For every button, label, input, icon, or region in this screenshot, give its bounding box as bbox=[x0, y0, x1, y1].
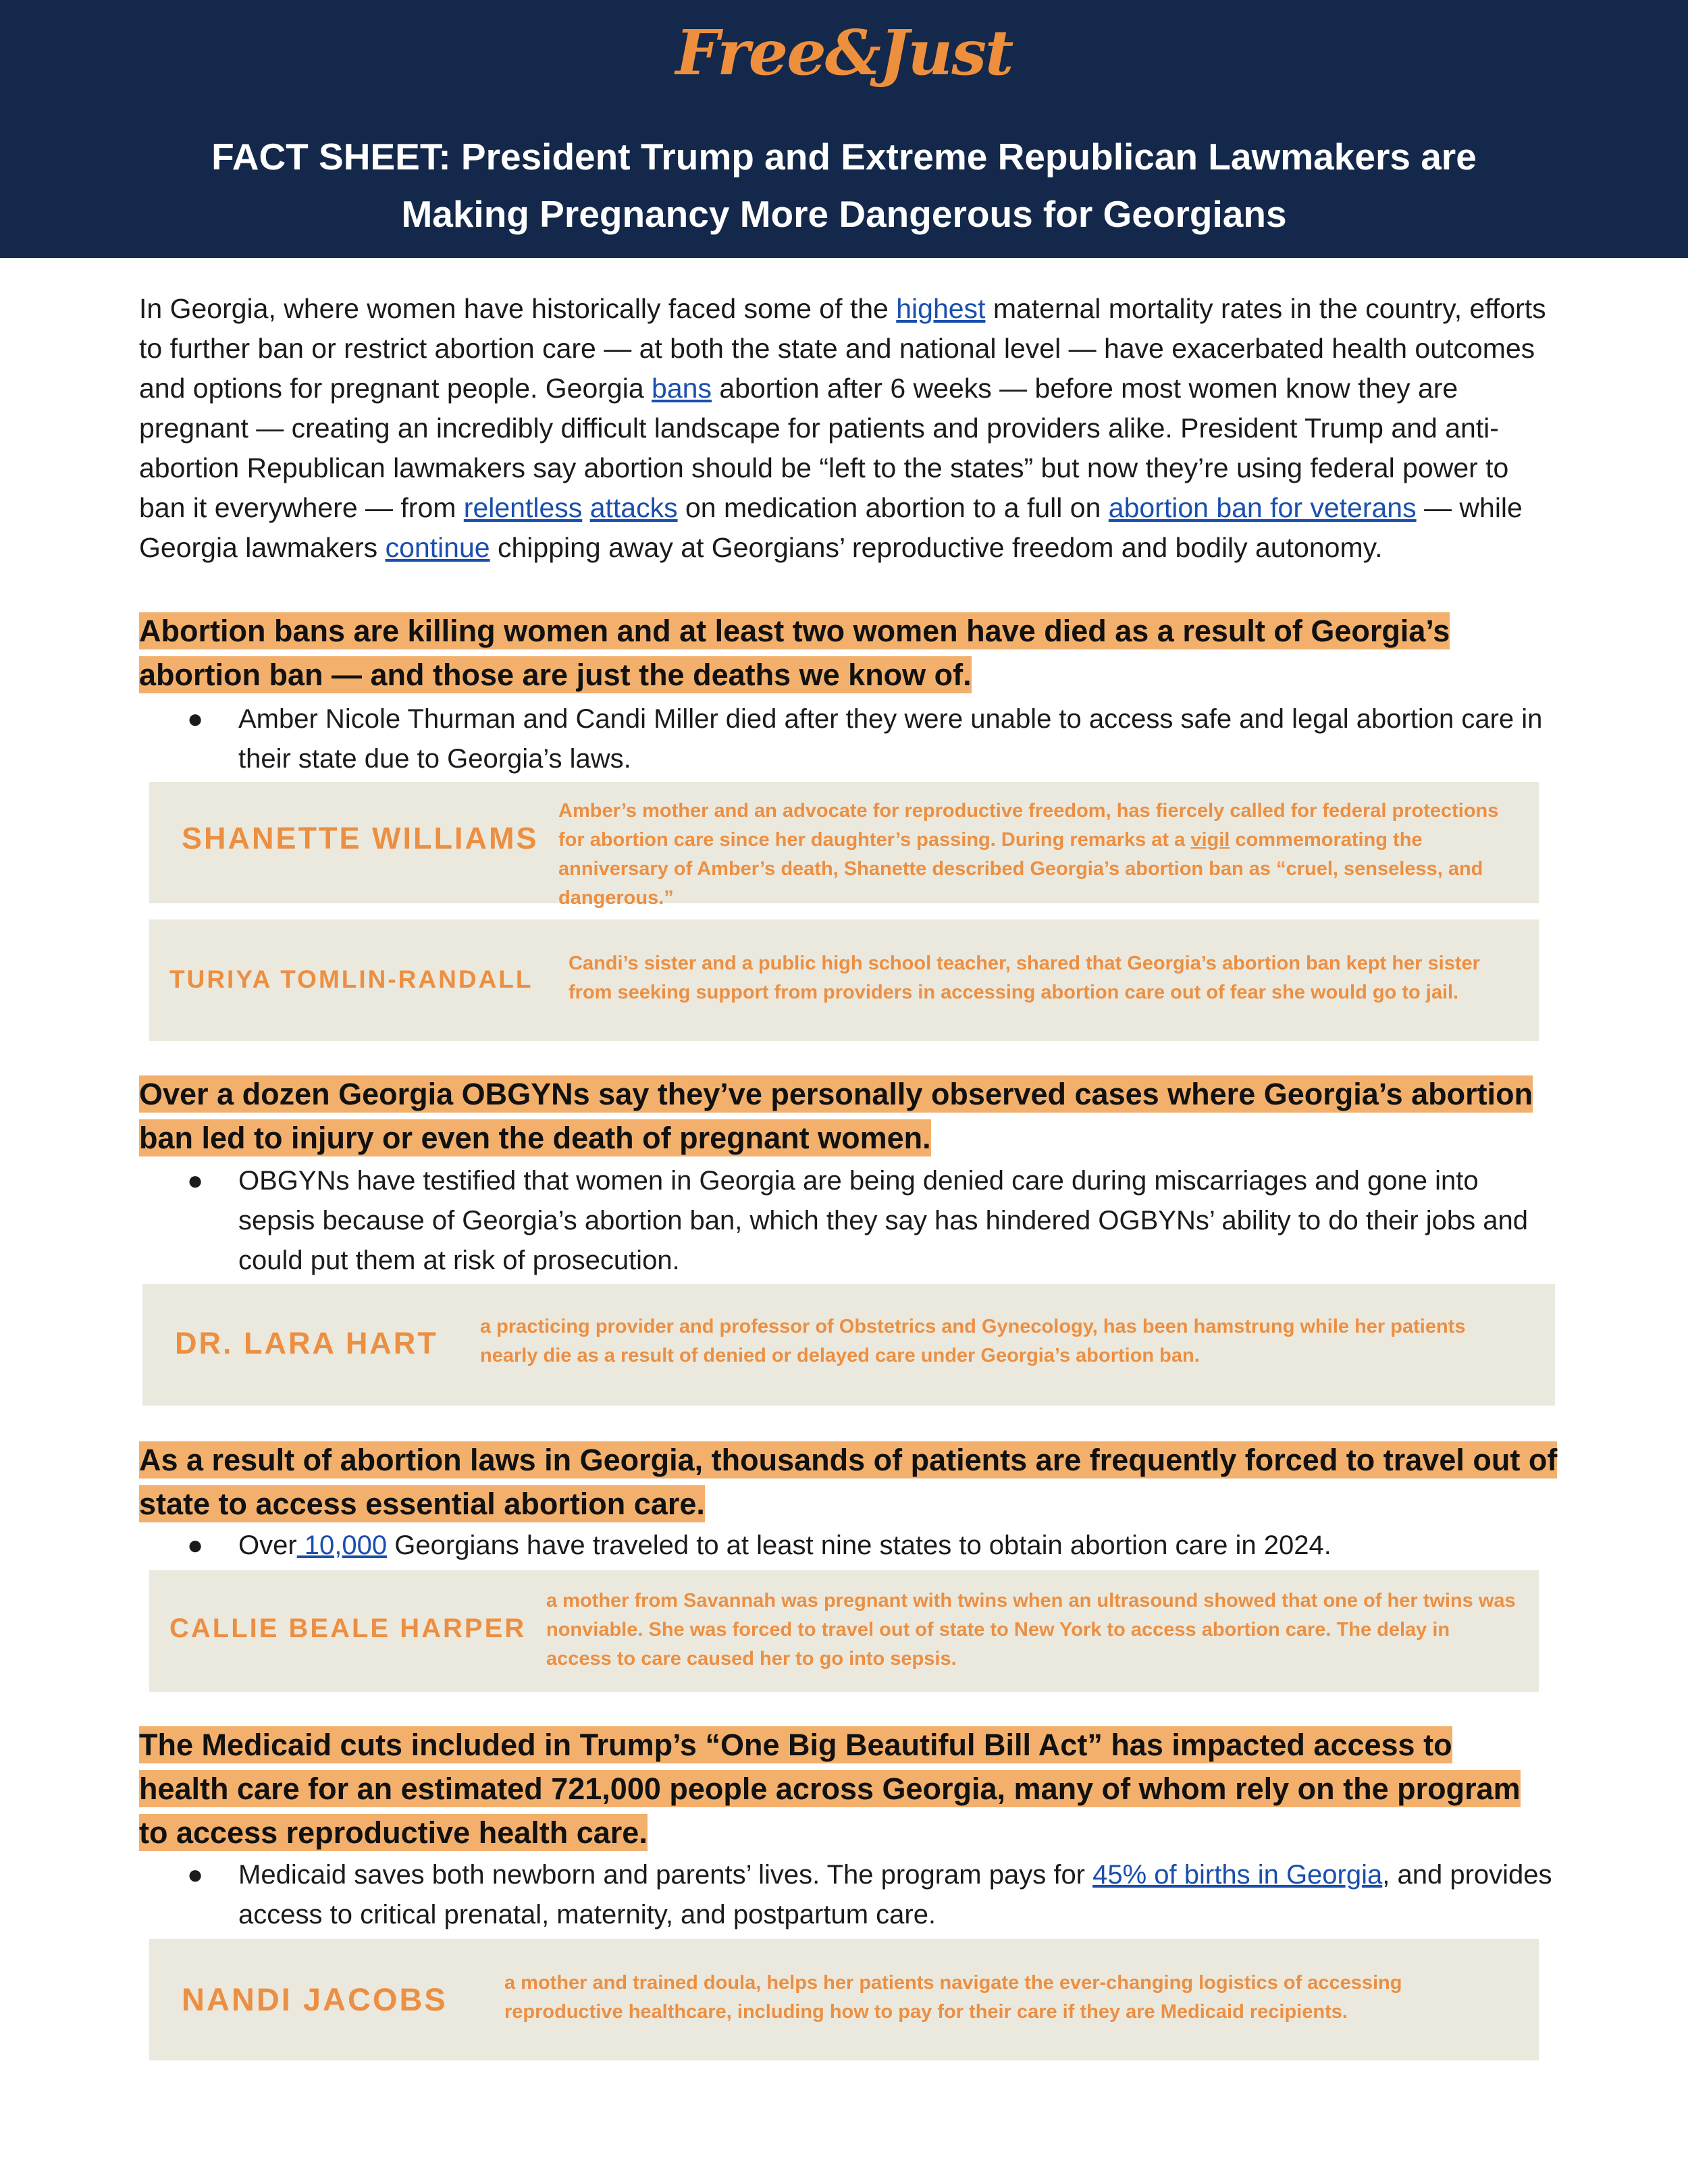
profile-description: Amber’s mother and an advocate for reproductive freedom, has fiercely called for federal protections for abortion care since her daughter’s passing. During remarks at a vigil commemorating the anniversary of Amber’s death, Shanette described Georgia’s abortion ban as “cruel, senseless, and dangerous.” bbox=[558, 800, 1499, 909]
intro-text: chipping away at Georgians’ reproductive freedom and bodily autonomy. bbox=[490, 532, 1383, 563]
link-vigil[interactable]: vigil bbox=[1190, 829, 1230, 851]
intro-paragraph bbox=[139, 289, 1557, 568]
profile-name: TURIYA TOMLIN-RANDALL bbox=[169, 965, 533, 993]
header-banner bbox=[0, 0, 1688, 258]
profile-name: NANDI JACOBS bbox=[182, 1981, 448, 2017]
list-item: ● Over 10,000 Georgians have traveled to at least nine states to obtain abortion care in 2024. bbox=[238, 1526, 1555, 1566]
profile-card bbox=[149, 920, 1539, 1041]
link-10000[interactable]: 10,000 bbox=[296, 1530, 388, 1560]
link-continue[interactable]: continue bbox=[385, 532, 490, 563]
profile-name: DR. LARA HART bbox=[175, 1326, 438, 1360]
title-line-2: Making Pregnancy More Dangerous for Georgians bbox=[401, 193, 1287, 235]
title-line-1: FACT SHEET: President Trump and Extreme Republican Lawmakers are bbox=[211, 136, 1477, 178]
link-attacks[interactable]: attacks bbox=[589, 492, 678, 523]
section-heading: The Medicaid cuts included in Trump’s “One Big Beautiful Bill Act” has impacted access to health care for an estimated 721,000 people across Georgia, many of whom rely on the program to access reproductive health care. bbox=[139, 1728, 1521, 1850]
link-abortion-ban-for-veterans[interactable]: abortion ban for veterans bbox=[1108, 492, 1417, 523]
profile-description: a mother and trained doula, helps her patients navigate the ever-changing logistics of accessing reproductive healthcare, including how to pay for their care if they are Medicaid recipients. bbox=[504, 1972, 1402, 2023]
intro-text: abortion after 6 weeks — before most women know they are pregnant — creating an incredibly difficult landscape for patients and providers alike. President Trump and anti-abortion Republican lawmakers say abortion should be “left to the states” but now they’re using federal power to ban it everywhere — from bbox=[139, 373, 1509, 523]
link-45-percent-of-births[interactable]: 45% of births in Georgia bbox=[1092, 1860, 1383, 1890]
profile-description: a practicing provider and professor of Obstetrics and Gynecology, has been hamstrung while her patients nearly die as a result of denied or delayed care under Georgia’s abortion ban. bbox=[480, 1316, 1466, 1366]
list-item: ● Amber Nicole Thurman and Candi Miller died after they were unable to access safe and legal abortion care in their state due to Georgia’s laws. bbox=[238, 699, 1555, 779]
page-title bbox=[101, 128, 1587, 243]
section-heading: Over a dozen Georgia OBGYNs say they’ve personally observed cases where Georgia’s abortion ban led to injury or even the death of pregnant women. bbox=[139, 1077, 1533, 1155]
profile-card bbox=[149, 1570, 1539, 1692]
intro-text: on medication abortion to a full on bbox=[677, 492, 1109, 523]
profile-name: SHANETTE WILLIAMS bbox=[182, 821, 539, 855]
intro-text bbox=[582, 492, 589, 523]
profile-card bbox=[142, 1284, 1555, 1406]
free-just-logo: Free&Just bbox=[675, 16, 1013, 89]
profile-description: a mother from Savannah was pregnant with twins when an ultrasound showed that one of her twins was nonviable. She was forced to travel out of state to New York to access abortion care. The delay in access to care caused her to go into sepsis. bbox=[546, 1590, 1516, 1670]
link-bans[interactable]: bans bbox=[652, 373, 712, 404]
profile-card bbox=[149, 1939, 1539, 2060]
link-highest[interactable]: highest bbox=[896, 293, 986, 324]
list-item: ● Medicaid saves both newborn and parents’ lives. The program pays for 45% of births in Georgia, and provides access to critical prenatal, maternity, and postpartum care. bbox=[238, 1855, 1555, 1935]
intro-text: — while Georgia lawmakers bbox=[139, 492, 1523, 563]
list-item: ● OBGYNs have testified that women in Georgia are being denied care during miscarriages and gone into sepsis because of Georgia’s abortion ban, which they say has hindered OGBYNs’ ability to do their jobs and could put them at risk of prosecution. bbox=[238, 1161, 1555, 1281]
profile-name: CALLIE BEALE HARPER bbox=[169, 1614, 527, 1643]
bullet-icon: ● bbox=[187, 1860, 204, 1890]
bullet-icon: ● bbox=[187, 1530, 204, 1560]
intro-text: In Georgia, where women have historically faced some of the bbox=[139, 293, 897, 324]
bullet-icon: ● bbox=[187, 704, 204, 734]
profile-card bbox=[149, 782, 1539, 909]
section-heading: Abortion bans are killing women and at least two women have died as a result of Georgia’s abortion ban — and those are just the deaths we know of. bbox=[139, 614, 1450, 692]
bullet-icon: ● bbox=[187, 1166, 204, 1196]
intro-text: maternal mortality rates in the country, efforts to further ban or restrict abortion care — at both the state and national level — have exacerbated health outcomes and options for pregnant people. Georgia bbox=[139, 293, 1546, 404]
link-relentless[interactable]: relentless bbox=[463, 492, 583, 523]
profile-description: Candi’s sister and a public high school teacher, shared that Georgia’s abortion ban kept her sister from seeking support from providers in accessing abortion care out of fear she would go to jail. bbox=[569, 953, 1480, 1003]
section-heading: As a result of abortion laws in Georgia, thousands of patients are frequently forced to travel out of state to access essential abortion care. bbox=[139, 1443, 1558, 1521]
